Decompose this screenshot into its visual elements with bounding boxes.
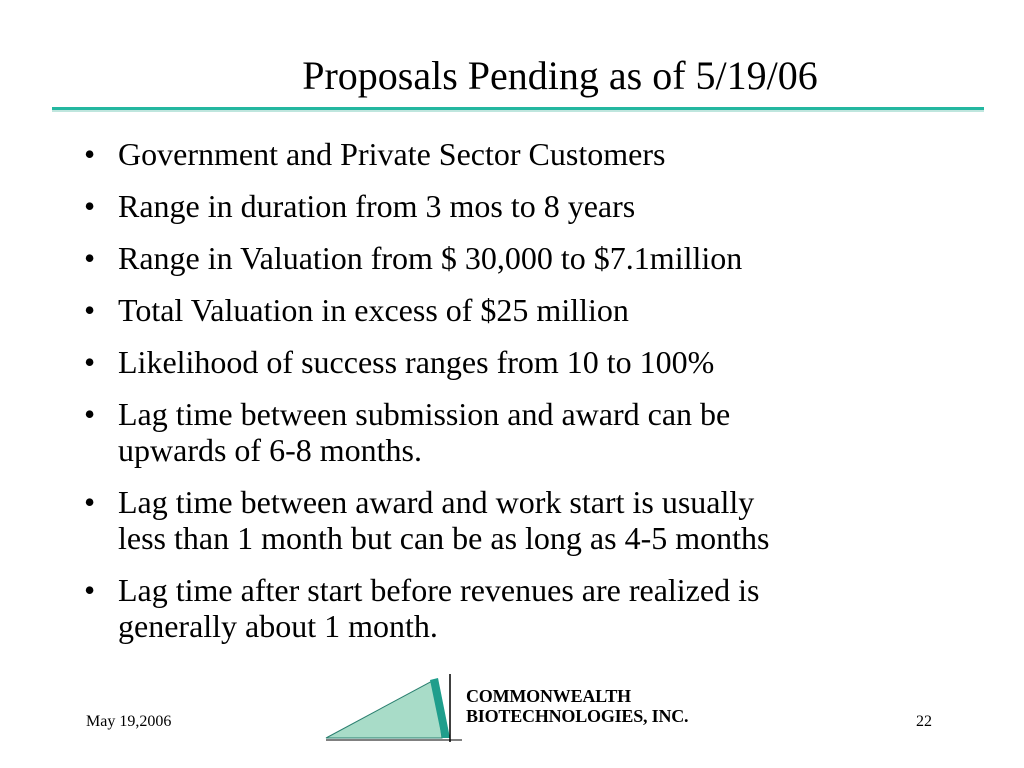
page-number: 22 bbox=[916, 713, 932, 730]
bullet-item bbox=[0, 344, 1000, 380]
bullet-item bbox=[0, 136, 1000, 172]
bullet-text-line: Government and Private Sector Customers bbox=[118, 136, 666, 172]
bullet-item bbox=[0, 396, 1000, 468]
bullet-text-line: less than 1 month but can be as long as 4-5 months bbox=[118, 520, 770, 556]
bullet-dot-icon: • bbox=[84, 188, 96, 224]
bullet-text-line: generally about 1 month. bbox=[118, 608, 438, 644]
bullet-dot-icon: • bbox=[84, 136, 96, 172]
bullet-dot-icon: • bbox=[84, 396, 96, 432]
bullet-text-line: Total Valuation in excess of $25 million bbox=[118, 292, 629, 328]
bullet-item bbox=[0, 484, 1000, 556]
bullet-item bbox=[0, 292, 1000, 328]
bullet-dot-icon: • bbox=[84, 292, 96, 328]
footer-date: May 19,2006 bbox=[86, 713, 172, 730]
logo-line-2: BIOTECHNOLOGIES, INC. bbox=[466, 706, 689, 726]
bullet-text-line: Likelihood of success ranges from 10 to 100% bbox=[118, 344, 715, 380]
bullet-text-line: Range in duration from 3 mos to 8 years bbox=[118, 188, 636, 224]
title-divider-shadow bbox=[52, 110, 984, 112]
logo-line-1: COMMONWEALTH bbox=[466, 686, 631, 706]
bullet-dot-icon: • bbox=[84, 484, 96, 520]
logo-triangle-icon bbox=[322, 672, 472, 744]
bullet-dot-icon: • bbox=[84, 344, 96, 380]
slide-title: Proposals Pending as of 5/19/06 bbox=[302, 53, 818, 98]
bullet-text-line: upwards of 6-8 months. bbox=[118, 432, 422, 468]
company-logo bbox=[322, 672, 714, 744]
bullet-text-line: Lag time between submission and award can be bbox=[118, 396, 731, 432]
title-divider bbox=[52, 107, 984, 113]
bullet-text-line: Lag time after start before revenues are realized is bbox=[118, 572, 760, 608]
bullet-item bbox=[0, 572, 1000, 644]
bullet-list bbox=[0, 136, 1000, 660]
bullet-item bbox=[0, 188, 1000, 224]
logo-wordmark bbox=[466, 686, 688, 726]
bullet-text-line: Lag time between award and work start is usually bbox=[118, 484, 755, 520]
bullet-dot-icon: • bbox=[84, 240, 96, 276]
bullet-text-line: Range in Valuation from $ 30,000 to $7.1million bbox=[118, 240, 743, 276]
bullet-dot-icon: • bbox=[84, 572, 96, 608]
bullet-item bbox=[0, 240, 1000, 276]
